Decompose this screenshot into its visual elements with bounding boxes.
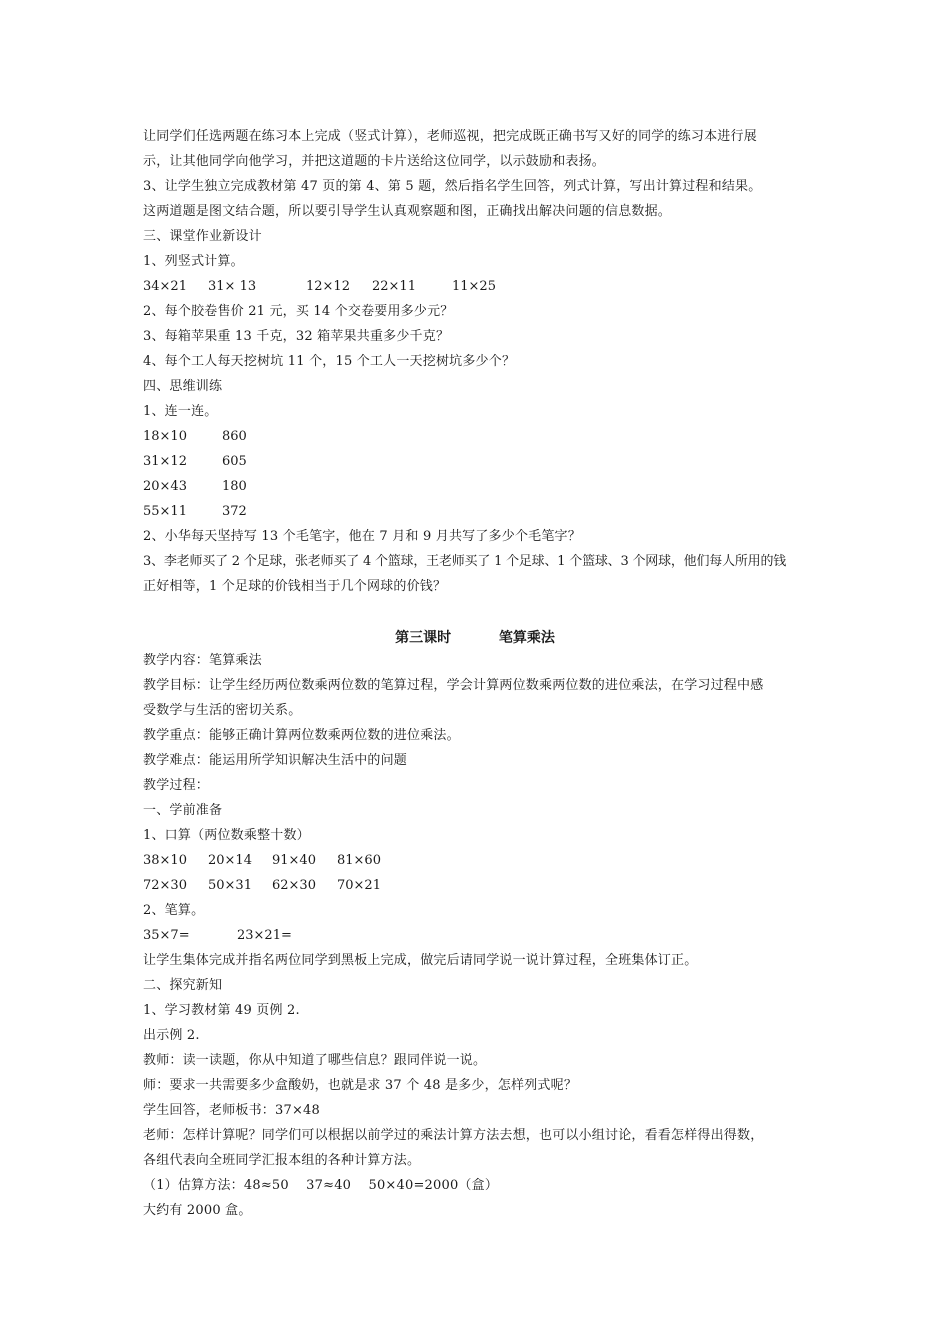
text-line: 这两道题是图文结合题，所以要引导学生认真观察题和图，正确找出解决问题的信息数据。 <box>143 204 672 219</box>
text-line: 教学重点：能够正确计算两位数乘两位数的进位乘法。 <box>143 728 460 743</box>
oral-item: 81×60 <box>337 853 381 868</box>
text-line: 出示例 2. <box>143 1028 200 1043</box>
bisuan-item: 35×7= <box>143 928 190 943</box>
calc-item: 34×21 <box>143 279 187 294</box>
match-right-item: 180 <box>222 479 247 494</box>
text-line: 1、连一连。 <box>143 404 218 419</box>
calc-item: 22×11 <box>372 279 416 294</box>
text-line: 3、李老师买了 2 个足球，张老师买了 4 个篮球，王老师买了 1 个足球、1 个篮球、3 个网球，他们每人所用的钱 <box>143 554 787 569</box>
text-line: 教学内容：笔算乘法 <box>143 653 262 668</box>
oral-item: 91×40 <box>272 853 316 868</box>
section-title-part2: 笔算乘法 <box>498 630 555 646</box>
calc-item: 11×25 <box>452 279 496 294</box>
bisuan-item: 23×21= <box>237 928 292 943</box>
oral-item: 38×10 <box>143 853 187 868</box>
text-line: 3、让学生独立完成教材第 47 页的第 4、第 5 题，然后指名学生回答，列式计算，写出计算过程和结果。 <box>143 179 762 194</box>
section-heading: 四、思维训练 <box>143 379 223 394</box>
text-line: 2、每个胶卷售价 21 元，买 14 个交卷要用多少元？ <box>143 304 454 319</box>
text-line: 大约有 2000 盒。 <box>143 1203 252 1218</box>
text-line: 1、列竖式计算。 <box>143 254 244 269</box>
text-line: 学生回答，老师板书：37×48 <box>143 1103 320 1118</box>
text-line: 让学生集体完成并指名两位同学到黑板上完成，做完后请同学说一说计算过程，全班集体订正。 <box>143 953 698 968</box>
match-left-item: 18×10 <box>143 429 187 444</box>
text-line: 2、小华每天坚持写 13 个毛笔字，他在 7 月和 9 月共写了多少个毛笔字？ <box>143 529 581 544</box>
oral-item: 20×14 <box>208 853 252 868</box>
section-heading: 三、课堂作业新设计 <box>143 229 262 244</box>
text-line: 3、每箱苹果重 13 千克，32 箱苹果共重多少千克？ <box>143 329 450 344</box>
match-right-item: 860 <box>222 429 247 444</box>
text-line: （1）估算方法：48≈50 37≈40 50×40=2000（盒） <box>143 1178 499 1193</box>
text-line: 教学过程： <box>143 778 210 793</box>
text-line: 教学难点：能运用所学知识解决生活中的问题 <box>143 753 408 768</box>
text-line: 师：要求一共需要多少盒酸奶，也就是求 37 个 48 是多少，怎样列式呢？ <box>143 1078 578 1093</box>
match-left-item: 20×43 <box>143 479 187 494</box>
match-left-item: 31×12 <box>143 454 187 469</box>
text-line: 教学目标：让学生经历两位数乘两位数的笔算过程，学会计算两位数乘两位数的进位乘法，在学习过程中感 <box>143 678 764 693</box>
text-line: 示，让其他同学向他学习，并把这道题的卡片送给这位同学，以示鼓励和表扬。 <box>143 154 606 169</box>
text-line: 让同学们任选两题在练习本上完成（竖式计算），老师巡视，把完成既正确书写又好的同学的练习本进行展 <box>143 129 757 144</box>
calc-item: 12×12 <box>306 279 350 294</box>
section-heading: 一、学前准备 <box>143 803 223 818</box>
section-heading: 二、探究新知 <box>143 978 223 993</box>
text-line: 2、笔算。 <box>143 903 205 918</box>
oral-item: 62×30 <box>272 878 316 893</box>
section-title-part1: 第三课时 <box>395 630 452 646</box>
text-line: 受数学与生活的密切关系。 <box>143 703 302 718</box>
match-right-item: 605 <box>222 454 247 469</box>
match-left-item: 55×11 <box>143 504 187 519</box>
text-line: 正好相等，1 个足球的价钱相当于几个网球的价钱？ <box>143 579 447 594</box>
match-right-item: 372 <box>222 504 247 519</box>
oral-item: 50×31 <box>208 878 252 893</box>
text-line: 老师：怎样计算呢？同学们可以根据以前学过的乘法计算方法去想，也可以小组讨论，看看怎样得出得数， <box>143 1128 764 1143</box>
section-title <box>0 627 950 647</box>
oral-item: 72×30 <box>143 878 187 893</box>
text-line: 各组代表向全班同学汇报本组的各种计算方法。 <box>143 1153 421 1168</box>
text-line: 1、学习教材第 49 页例 2. <box>143 1003 300 1018</box>
oral-item: 70×21 <box>337 878 381 893</box>
text-line: 1、口算（两位数乘整十数） <box>143 828 310 843</box>
text-line: 4、每个工人每天挖树坑 11 个，15 个工人一天挖树坑多少个？ <box>143 354 516 369</box>
text-line: 教师：读一读题，你从中知道了哪些信息？跟同伴说一说。 <box>143 1053 487 1068</box>
calc-item: 31× 13 <box>208 279 257 294</box>
